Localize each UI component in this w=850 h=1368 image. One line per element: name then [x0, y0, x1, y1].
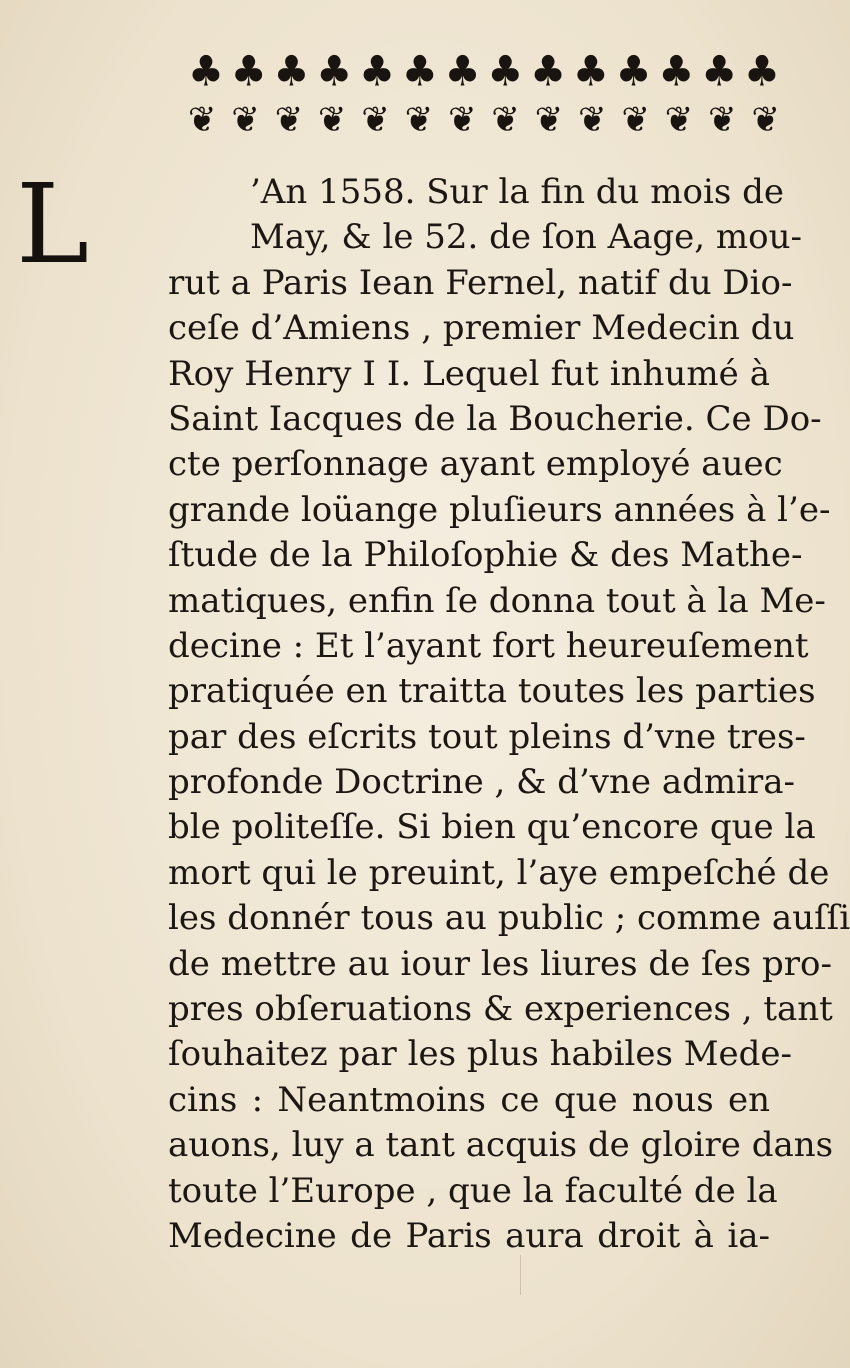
ornament-fleuron-icon: ❦: [448, 99, 475, 141]
ornament-flower-icon: ♣: [487, 47, 522, 97]
ornament-flower-icon: ♣: [615, 47, 650, 97]
ornament-fleuron-icon: ❦: [274, 99, 302, 141]
text-line: ’An 1558. Sur la fin du mois de: [250, 172, 784, 212]
ornament-flower-icon: ♣: [701, 47, 736, 97]
text-line: pratiquée en traitta toutes les parties: [168, 671, 816, 712]
text-line: decine : Et l’ayant fort heureuſement: [168, 625, 809, 666]
ornament-flower-icon: ♣: [658, 47, 693, 97]
ornament-fleuron-icon: ❦: [751, 99, 778, 141]
text-line: cins : Neantmoins ce que nous en: [168, 1079, 770, 1120]
ornament-flower-icon: ♣: [188, 47, 222, 97]
ornament-flower-icon: ♣: [572, 47, 607, 97]
text-line: Medecine de Paris aura droit à ia-: [168, 1215, 770, 1256]
text-line: ble politeſſe. Si bien qu’encore que la: [168, 807, 816, 848]
ornament-flower-icon: ♣: [530, 47, 564, 97]
ornament-fleuron-icon: ❦: [231, 99, 258, 141]
ornament-fleuron-icon: ❦: [318, 99, 345, 141]
text-line: May, & le 52. de ſon Aage, mou-: [250, 217, 803, 258]
ornament-flower-icon: ♣: [316, 47, 351, 97]
ornament-flower-icon: ♣: [273, 47, 308, 97]
ornament-flower-icon: ♣: [444, 47, 479, 97]
ornamental-header-band: [188, 48, 778, 148]
text-line: ceſe d’Amiens , premier Medecin du: [168, 308, 795, 349]
text-line: auons, luy a tant acquis de gloire dans: [168, 1125, 834, 1166]
ornament-row-top: [188, 48, 778, 96]
text-line: de mettre au iour les liures de ſes pro-: [168, 943, 832, 984]
ornament-flower-icon: ♣: [401, 47, 436, 97]
text-line: rut a Paris Iean Fernel, natif du Dio-: [168, 262, 793, 303]
body-text: [168, 170, 850, 1259]
ornament-flower-icon: ♣: [230, 47, 265, 97]
ornament-fleuron-icon: ❦: [621, 99, 648, 141]
text-line: mort qui le preuint, l’aye empeſché de: [168, 852, 830, 893]
text-line: pres obſeruations & experiences , tant: [168, 989, 833, 1030]
text-line: Saint Iacques de la Boucherie. Ce Do-: [168, 398, 822, 439]
ornament-row-bottom: [188, 96, 778, 144]
text-line: profonde Doctrine , & d’vne admira-: [168, 762, 795, 803]
ornament-flower-icon: ♣: [359, 47, 393, 97]
ornament-fleuron-icon: ❦: [361, 99, 388, 141]
ornament-fleuron-icon: ❦: [534, 99, 562, 141]
ornament-flower-icon: ♣: [743, 47, 778, 97]
text-line: les donnér tous au public ; comme auſſi: [168, 898, 850, 939]
text-line: ſtude de la Philoſophie & des Mathe-: [168, 535, 803, 576]
text-line: matiques, enfin ſe donna tout à la Me-: [168, 580, 826, 621]
ornament-fleuron-icon: ❦: [404, 99, 432, 141]
ornament-fleuron-icon: ❦: [708, 99, 735, 141]
text-line: grande loüange pluſieurs années à l’e-: [168, 489, 831, 530]
text-line: toute l’Europe , que la faculté de la: [168, 1170, 778, 1211]
ornament-fleuron-icon: ❦: [664, 99, 692, 141]
text-line: Roy Henry I I. Lequel fut inhumé à: [168, 353, 770, 394]
ornament-fleuron-icon: ❦: [491, 99, 518, 141]
text-line: cte perſonnage ayant employé auec: [168, 444, 783, 485]
drop-cap-letter: L: [16, 160, 90, 288]
text-line: par des eſcrits tout pleins d’vne tres-: [168, 716, 806, 757]
ornament-fleuron-icon: ❦: [188, 99, 215, 141]
paper-crease: [520, 1255, 535, 1295]
text-line: ſouhaitez par les plus habiles Mede-: [168, 1034, 793, 1075]
ornament-fleuron-icon: ❦: [578, 99, 605, 141]
